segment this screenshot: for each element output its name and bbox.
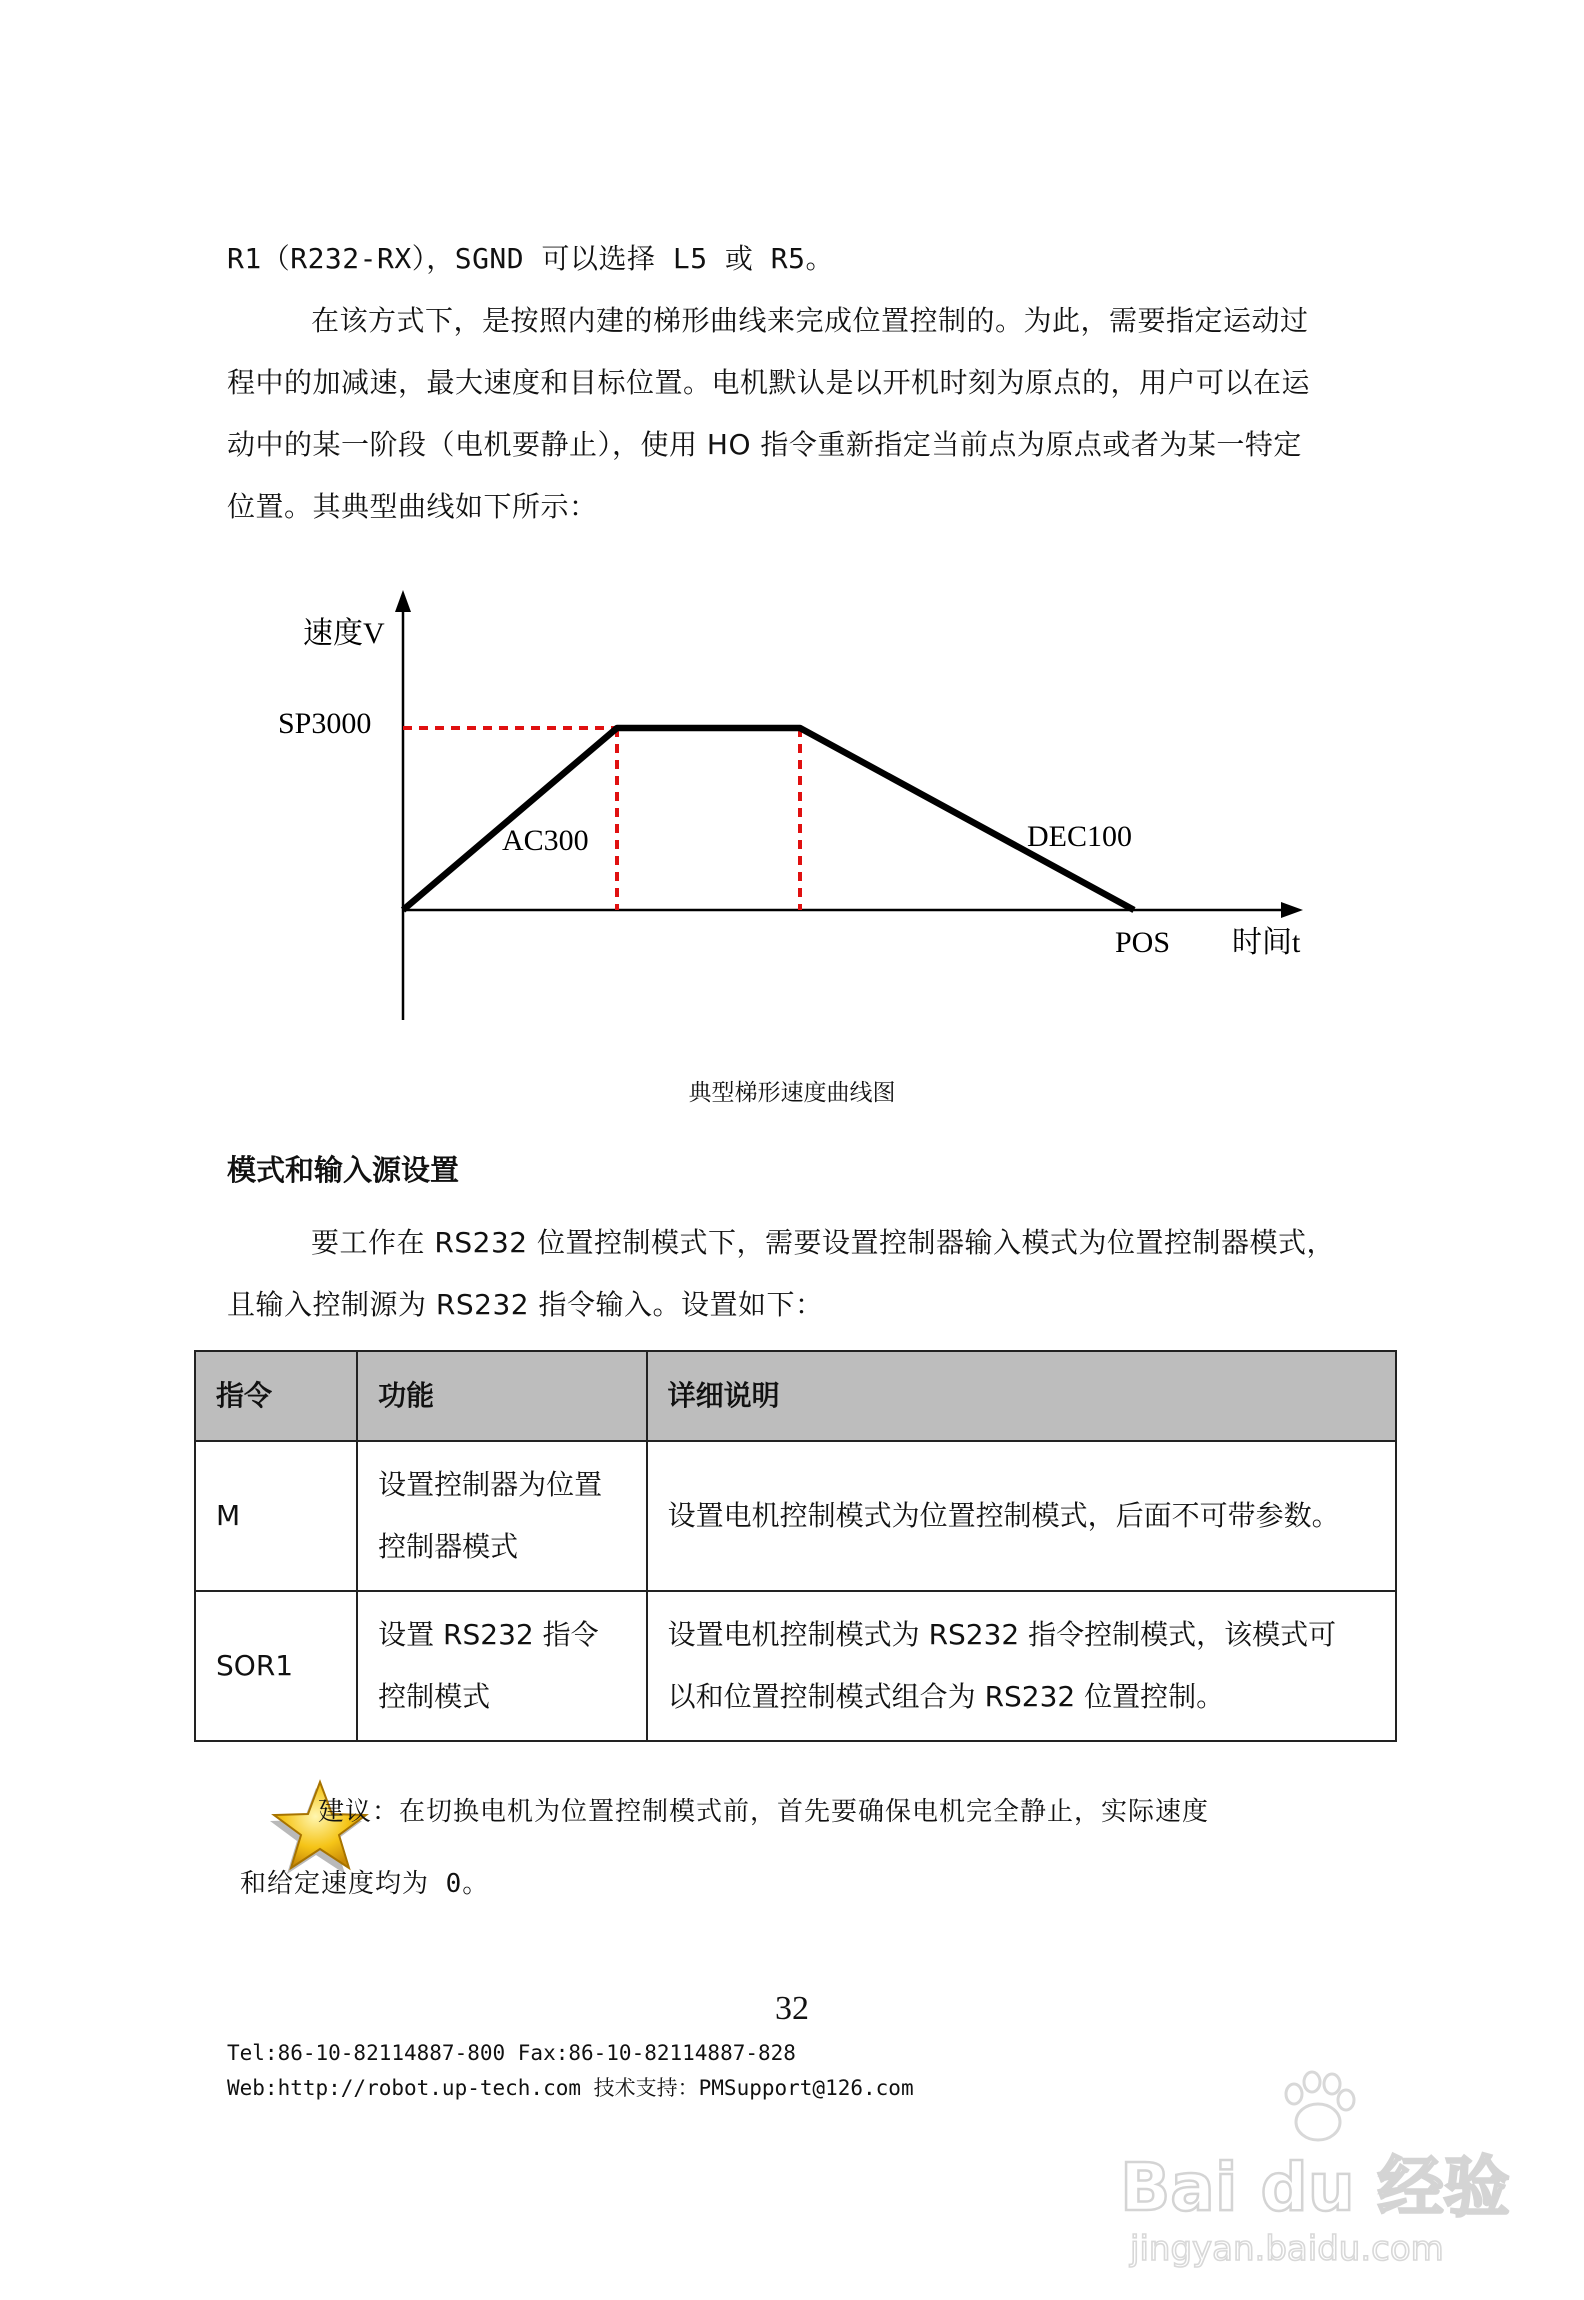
footer-tel: Tel:86-10-82114887-800 Fax:86-10-82114887-828 (227, 2041, 796, 2065)
cell-cmd: M (195, 1441, 357, 1591)
section-heading: 模式和输入源设置 (227, 1153, 460, 1187)
x-axis-label: 时间t (1232, 926, 1301, 959)
cell-func: 设置 RS232 指令 控制模式 (357, 1591, 647, 1741)
ac-label: AC300 (502, 824, 589, 857)
cell-cmd: SOR1 (195, 1591, 357, 1741)
p1-line-2: 动中的某一阶段（电机要静止），使用 HO 指令重新指定当前点为原点或者为某一特定 (227, 428, 1302, 461)
table-row (195, 1591, 1396, 1741)
x-axis-arrow (1281, 902, 1303, 918)
p2-line-0: 要工作在 RS232 位置控制模式下，需要设置控制器输入模式为位置控制器模式， (311, 1226, 1335, 1259)
cell-desc: 设置电机控制模式为位置控制模式，后面不可带参数。 (647, 1441, 1396, 1591)
dec-label: DEC100 (1027, 820, 1132, 853)
intro-paragraph (227, 228, 1367, 538)
sp-label: SP3000 (278, 707, 372, 740)
pos-label: POS (1115, 926, 1171, 959)
p1-line-0: 在该方式下，是按照内建的梯形曲线来完成位置控制的。为此，需要指定运动过 (311, 304, 1309, 337)
header-func: 功能 (357, 1351, 647, 1441)
tip-text (240, 1776, 1398, 1920)
footer-web: Web:http://robot.up-tech.com 技术支持：PMSupport@126.com (227, 2076, 914, 2100)
baidu-watermark (1100, 2060, 1520, 2280)
y-axis-label: 速度V (303, 617, 385, 650)
figure-caption: 典型梯形速度曲线图 (688, 1080, 896, 1106)
table-row (195, 1441, 1396, 1591)
velocity-profile (403, 728, 1134, 910)
header-desc: 详细说明 (647, 1351, 1396, 1441)
watermark-brand: Bai du 经验 (1120, 2149, 1510, 2226)
command-table (194, 1350, 1397, 1742)
p1-line-1: 程中的加减速，最大速度和目标位置。电机默认是以开机时刻为原点的，用户可以在运 (227, 366, 1311, 399)
y-axis-arrow (395, 590, 411, 612)
watermark-url: jingyan.baidu.com (1130, 2229, 1444, 2269)
tip-line-1: 建议：在切换电机为位置控制模式前，首先要确保电机完全静止，实际速度 (318, 1797, 1210, 1827)
page-number: 32 (775, 1990, 809, 2027)
p1-line-3: 位置。其典型曲线如下所示： (227, 490, 598, 523)
cell-func: 设置控制器为位置 控制器模式 (357, 1441, 647, 1591)
header-cmd: 指令 (195, 1351, 357, 1441)
trapezoid-velocity-diagram (0, 560, 1584, 1040)
table-header-row (195, 1351, 1396, 1441)
tip-line-2: 和给定速度均为 0。 (240, 1869, 490, 1899)
intro-line-0: R1（R232-RX），SGND 可以选择 L5 或 R5。 (227, 242, 835, 275)
p2-line-1: 且输入控制源为 RS232 指令输入。设置如下： (227, 1288, 824, 1321)
section-paragraph (227, 1212, 1367, 1336)
cell-desc: 设置电机控制模式为 RS232 指令控制模式，该模式可 以和位置控制模式组合为 RS232 位置控制。 (647, 1591, 1396, 1741)
footer-contact (227, 2036, 914, 2106)
